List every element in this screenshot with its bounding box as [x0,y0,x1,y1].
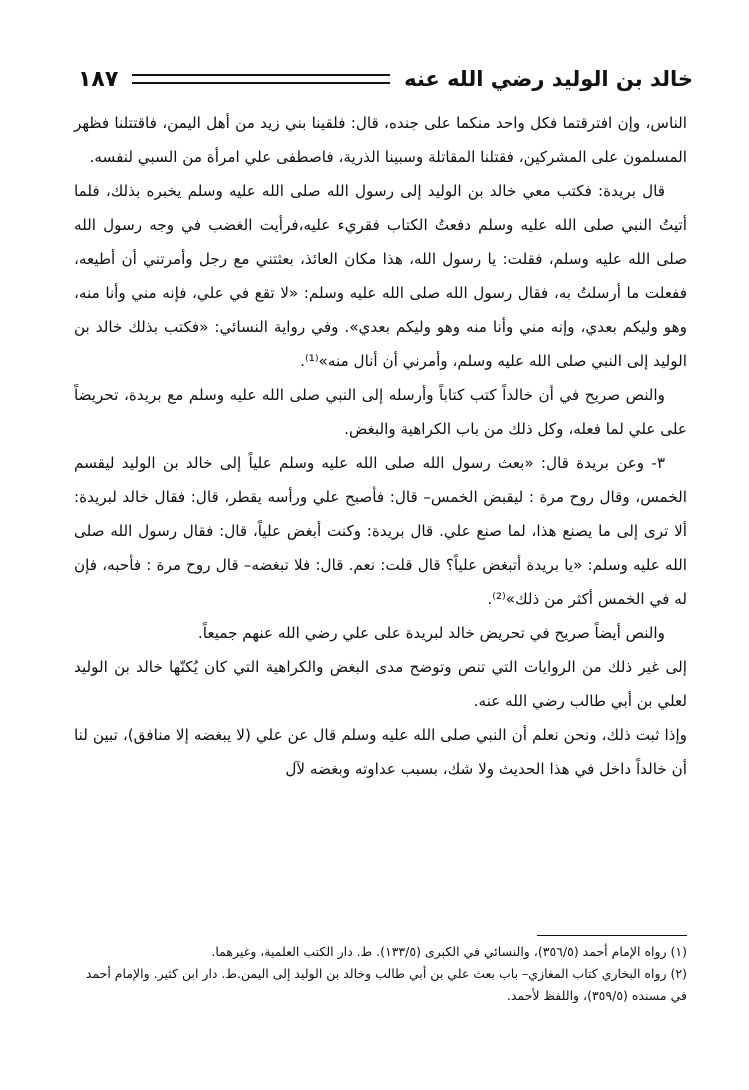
footnotes [74,941,687,1007]
page-number: ١٨٧ [78,66,119,92]
paragraph: إلى غير ذلك من الروايات التي تنص وتوضح مدى البغض والكراهية التي كان يُكنّها خالد بن الوليد لعلي بن أبي طالب رضي الله عنه. [74,658,687,710]
paragraph: ٣- وعن بريدة قال: «بعث رسول الله صلى الله عليه وسلم علياً إلى خالد بن الوليد ليقسم الخمس، وقال روح مرة : ليقبض الخمس– قال: فأصبح علي ورأسه يقطر، قال: فقال خالد لبريدة: ألا ترى إلى ما يصنع هذا، لما صنع علي. قال بريدة: وكنت أبغض علياً، قال: فقال رسول الله صلى الله عليه وسلم: «يا بريدة أتبغض علياً؟ قال قلت: نعم. قال: فلا تبغضه– قال روح مرة : فأحبه، فإن له في الخمس أكثر من ذلك»⁽²⁾. [74,454,687,608]
paragraph: والنص صريح في أن خالداً كتب كتاباً وأرسله إلى النبي صلى الله عليه وسلم مع بريدة، تحريضاً على علي لما فعله، وكل ذلك من باب الكراهية والبغض. [74,386,687,438]
paragraph: والنص أيضاً صريح في تحريض خالد لبريدة على علي رضي الله عنهم جميعاً. [197,624,665,642]
footnote: (١) رواه الإمام أحمد (٣٥٦/٥)، والنسائي في الكبرى (١٣٣/٥). ط. دار الكتب العلمية، وغيرهما. [211,944,687,959]
footnote: (٢) رواه البخاري كتاب المغازي– باب بعث علي بن أبي طالب وخالد بن الوليد إلى اليمن.ط. دار ابن كثير. والإمام أحمد في مسنده (٣٥٩/٥)، واللفظ لأحمد. [85,966,687,1003]
paragraph: وإذا ثبت ذلك، ونحن نعلم أن النبي صلى الله عليه وسلم قال عن علي (لا يبغضه إلا منافق)، تبين لنا أن خالداً داخل في هذا الحديث ولا شك، بسبب عداوته وبغضه لآل [74,726,687,778]
paragraph: قال بريدة: فكتب معي خالد بن الوليد إلى رسول الله صلى الله عليه وسلم يخبره بذلك، فلما أتيتُ النبي صلى الله عليه وسلم دفعتُ الكتاب فقريء عليه،فرأيت الغضب في وجه رسول الله صلى الله عليه وسلم، فقلت: يا رسول الله، هذا مكان العائذ، بعثتني مع رجل وأمرتني أن أطيعه، ففعلت ما أرسلتُ به، فقال رسول الله صلى الله عليه وسلم: «لا تقع في علي، فإنه مني وأنا منه، وهو وليكم بعدي، وإنه مني وأنا منه وهو وليكم بعدي». وفي رواية النسائي: «فكتب بذلك خالد بن الوليد إلى النبي صلى الله عليه وسلم، وأمرني أن أنال منه»⁽¹⁾. [74,182,687,370]
paragraph: الناس، وإن افترقتما فكل واحد منكما على جنده، قال: فلقينا بني زيد من أهل اليمن، فاقتتلنا فظهر المسلمون على المشركين، فقتلنا المقاتلة وسبينا الذرية، فاصطفى علي امرأة من السبي لنفسه. [74,114,687,166]
running-header [78,62,693,96]
footnote-separator [537,935,687,936]
main-text [74,106,687,786]
chapter-title: خالد بن الوليد رضي الله عنه [404,67,693,91]
header-rule [132,74,390,84]
